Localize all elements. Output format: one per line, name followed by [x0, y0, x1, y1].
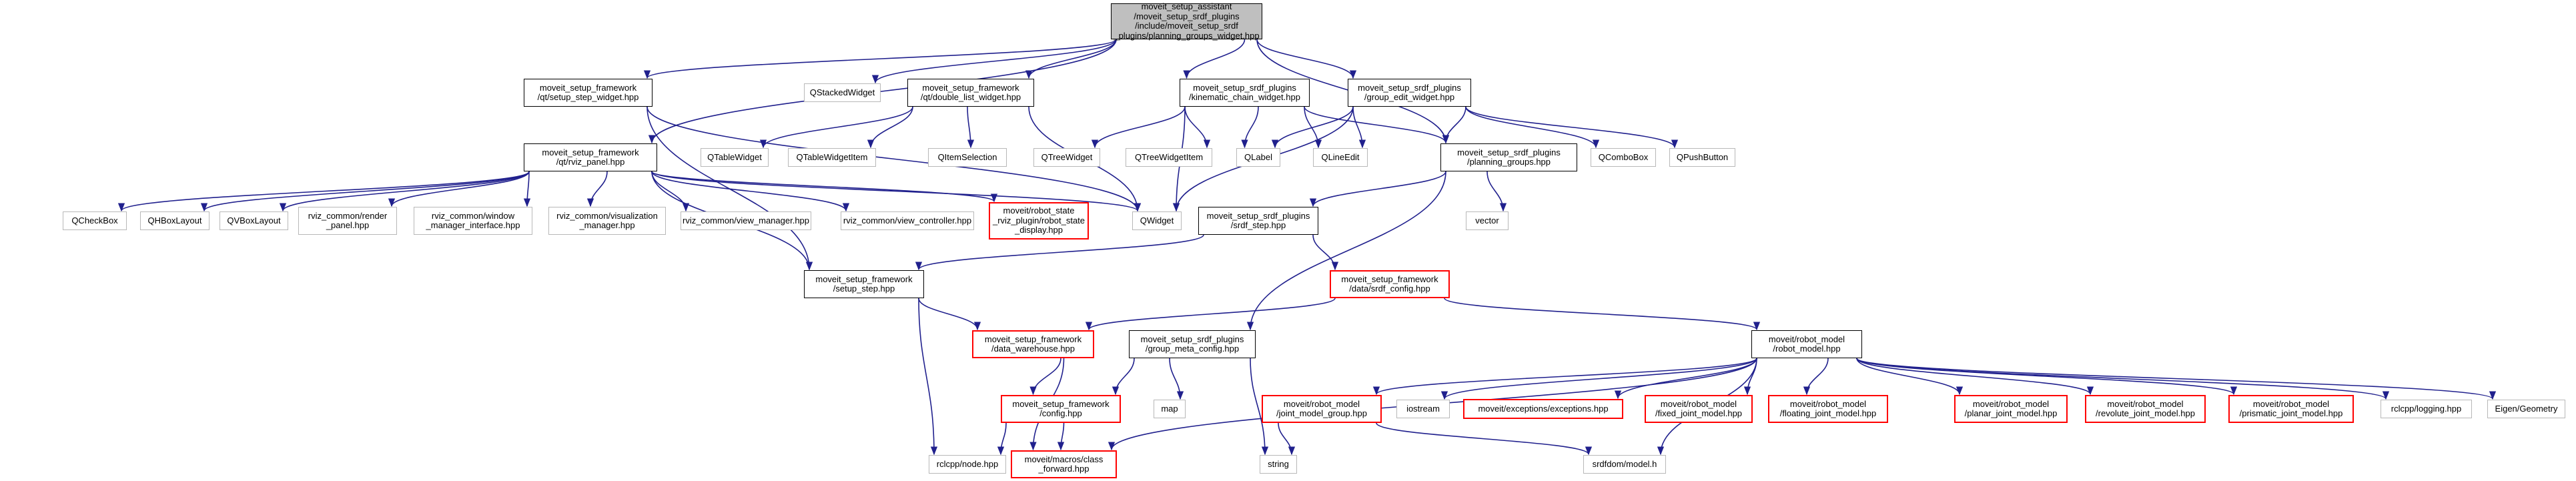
node-label-line: /floating_joint_model.hpp: [1779, 408, 1877, 418]
include-edge-B3-C4: [967, 107, 971, 147]
graph-node-B4[interactable]: [1180, 79, 1310, 107]
node-label-line: moveit_setup_assistant: [1141, 1, 1232, 11]
graph-node-C11: [1669, 148, 1735, 167]
node-label-line: moveit/robot_model: [1972, 398, 2050, 409]
node-label-line: moveit/macros/class: [1024, 454, 1104, 464]
graph-node-G12: [2487, 400, 2565, 418]
graph-node-G11: [2381, 400, 2472, 418]
node-label-line: moveit/robot_model: [1660, 398, 1737, 409]
include-edge-A-B3: [1029, 39, 1116, 78]
node-label-line: _forward.hpp: [1038, 464, 1090, 474]
include-edge-C1-D9: [652, 171, 994, 201]
node-label-line: srdfdom/model.h: [1592, 458, 1657, 469]
node-label-line: rviz_common/view_manager.hpp: [682, 215, 810, 225]
graph-node-B2: [804, 83, 881, 102]
graph-node-H1: [929, 455, 1006, 474]
node-label-line: /planar_joint_model.hpp: [1964, 408, 2058, 418]
graph-node-C10: [1591, 148, 1656, 167]
node-label-line: QLabel: [1244, 151, 1272, 162]
node-label-line: QVBoxLayout: [227, 215, 281, 225]
node-label-line: /group_meta_config.hpp: [1145, 344, 1240, 354]
include-edge-B1-E1: [647, 107, 809, 270]
graph-node-D5: [414, 207, 532, 235]
node-label-line: moveit_setup_framework: [539, 82, 637, 93]
graph-node-D7: [681, 211, 811, 230]
node-label-line: /qt/double_list_widget.hpp: [920, 92, 1021, 102]
graph-node-B3[interactable]: [907, 79, 1034, 107]
node-label-line: /planning_groups.hpp: [1466, 157, 1551, 167]
node-label-line: _rviz_plugin/robot_state: [992, 215, 1086, 225]
node-label-line: /qt/rviz_panel.hpp: [556, 157, 625, 167]
include-edge-G1-H1: [1001, 423, 1006, 454]
node-label-line: QTableWidgetItem: [796, 151, 868, 162]
include-edge-E1-F1: [919, 298, 977, 330]
node-label-line: moveit/robot_model: [2252, 398, 2330, 409]
node-label-line: moveit_setup_framework: [984, 334, 1082, 344]
graph-node-C7: [1236, 148, 1280, 167]
include-edge-C1-D1: [121, 171, 529, 211]
node-label-line: /fixed_joint_model.hpp: [1655, 408, 1743, 418]
node-label-line: /robot_model.hpp: [1773, 344, 1841, 354]
node-label-line: /kinematic_chain_widget.hpp: [1189, 92, 1300, 102]
include-edge-F2-G1: [1116, 358, 1134, 394]
include-edge-C9-F2: [1250, 171, 1446, 330]
include-edge-F3-G11: [1857, 358, 2386, 399]
graph-node-D10: [1132, 211, 1182, 230]
node-label-line: QPushButton: [1676, 151, 1729, 162]
include-edge-B5-C11: [1466, 107, 1675, 147]
node-label-line: moveit/robot_model: [1768, 334, 1845, 344]
include-edge-C1-D2: [204, 171, 529, 211]
include-edge-C1-D6: [590, 171, 607, 206]
node-label-line: vector: [1475, 215, 1499, 225]
graph-node-E1[interactable]: [804, 270, 924, 298]
graph-node-C5: [1033, 148, 1100, 167]
graph-node-B1[interactable]: [524, 79, 653, 107]
node-label-line: QLineEdit: [1321, 151, 1360, 162]
include-edge-G3-H4: [1376, 423, 1589, 454]
graph-node-C4: [928, 148, 1007, 167]
graph-node-D11[interactable]: [1198, 207, 1318, 235]
graph-node-D4: [298, 207, 397, 235]
graph-node-G5[interactable]: [1463, 399, 1623, 419]
node-label-line: /config.hpp: [1039, 408, 1082, 418]
include-edge-D11-E2: [1313, 235, 1335, 270]
include-edge-A-B5: [1257, 39, 1353, 78]
graph-node-F1[interactable]: [972, 330, 1094, 358]
graph-node-D12: [1466, 211, 1509, 230]
node-label-line: moveit_setup_srdf_plugins: [1140, 334, 1244, 344]
node-label-line: moveit/exceptions/exceptions.hpp: [1478, 403, 1609, 414]
node-label-line: _manager.hpp: [579, 220, 635, 230]
node-label-line: QItemSelection: [937, 151, 997, 162]
graph-node-D9[interactable]: [989, 202, 1089, 239]
node-label-line: _manager_interface.hpp: [426, 220, 520, 230]
node-label-line: moveit_setup_framework: [922, 82, 1019, 93]
graph-node-D6: [548, 207, 666, 235]
graph-node-G8[interactable]: [1954, 395, 2068, 423]
include-edge-F2-G2: [1170, 358, 1180, 399]
graph-node-H3: [1260, 455, 1297, 474]
graph-node-G9[interactable]: [2085, 395, 2206, 423]
include-edge-G1-H2: [1061, 423, 1064, 450]
node-label-line: /qt/setup_step_widget.hpp: [537, 92, 639, 102]
graph-node-G1[interactable]: [1001, 395, 1121, 423]
graph-node-F2[interactable]: [1129, 330, 1256, 358]
node-label-line: /prismatic_joint_model.hpp: [2239, 408, 2343, 418]
graph-node-C9[interactable]: [1440, 143, 1577, 171]
include-edge-C9-D12: [1487, 171, 1503, 211]
include-edge-F3-G10: [1857, 358, 2234, 394]
include-edge-A-B4: [1187, 39, 1245, 78]
graph-node-G3[interactable]: [1262, 395, 1382, 423]
node-label-line: moveit_setup_srdf_plugins: [1358, 82, 1461, 93]
graph-node-G10[interactable]: [2228, 395, 2354, 423]
node-label-line: /include/moveit_setup_srdf: [1135, 21, 1238, 31]
node-label-line: QComboBox: [1598, 151, 1649, 162]
include-edge-B4-C6: [1185, 107, 1207, 147]
graph-node-E2[interactable]: [1330, 270, 1450, 298]
node-label-line: /data_warehouse.hpp: [991, 344, 1076, 354]
graph-node-C3: [788, 148, 876, 167]
node-label-line: /setup_step.hpp: [833, 284, 895, 294]
graph-node-C2: [701, 148, 769, 167]
node-label-line: /data/srdf_config.hpp: [1349, 284, 1430, 294]
include-edge-F3-G7: [1807, 358, 1828, 394]
graph-node-G6[interactable]: [1645, 395, 1753, 423]
node-label-line: _plugins/planning_groups_widget.hpp: [1114, 30, 1260, 41]
node-label-line: rviz_common/visualization: [556, 210, 658, 221]
graph-node-F3[interactable]: [1751, 330, 1862, 358]
node-label-line: moveit_setup_framework: [815, 274, 913, 284]
node-label-line: map: [1161, 403, 1178, 414]
include-edge-A-C1: [652, 39, 1116, 143]
graph-node-C6: [1126, 148, 1212, 167]
node-label-line: rclcpp/logging.hpp: [2391, 403, 2462, 414]
node-label-line: moveit/robot_model: [1283, 398, 1360, 409]
node-label-line: moveit_setup_framework: [542, 147, 639, 157]
node-label-line: /revolute_joint_model.hpp: [2096, 408, 2195, 418]
node-label-line: QStackedWidget: [809, 87, 875, 97]
node-label-line: moveit_setup_framework: [1341, 274, 1438, 284]
node-label-line: QTreeWidget: [1041, 151, 1093, 162]
node-label-line: moveit_setup_srdf_plugins: [1206, 210, 1310, 221]
node-label-line: QWidget: [1140, 215, 1174, 225]
node-label-line: rviz_common/view_controller.hpp: [843, 215, 972, 225]
node-label-line: moveit/robot_state: [1003, 205, 1075, 216]
include-edge-E2-F1: [1089, 298, 1335, 330]
node-label-line: rclcpp/node.hpp: [936, 458, 999, 469]
node-label-line: QTableWidget: [707, 151, 762, 162]
include-edge-B4-C7: [1245, 107, 1259, 147]
include-edge-C1-D5: [527, 171, 529, 206]
include-edge-D11-E1: [919, 235, 1204, 270]
node-label-line: QTreeWidgetItem: [1134, 151, 1204, 162]
graph-node-C8: [1313, 148, 1368, 167]
node-label-line: /moveit_setup_srdf_plugins: [1134, 11, 1240, 21]
graph-node-G4: [1396, 400, 1450, 418]
graph-node-G7[interactable]: [1768, 395, 1888, 423]
include-edge-B5-C8: [1353, 107, 1362, 147]
graph-node-D3: [220, 211, 288, 230]
node-label-line: rviz_common/window: [431, 210, 515, 221]
include-edge-E2-F3: [1444, 298, 1757, 330]
node-label-line: /joint_model_group.hpp: [1276, 408, 1367, 418]
node-label-line: rviz_common/render: [308, 210, 388, 221]
graph-node-D8: [841, 211, 974, 230]
include-edge-B5-C9: [1446, 107, 1466, 143]
include-edge-B5-C10: [1466, 107, 1596, 147]
graph-node-B5[interactable]: [1348, 79, 1471, 107]
include-edge-A-B1: [647, 39, 1116, 78]
node-label-line: string: [1268, 458, 1289, 469]
include-edge-C1-D4: [392, 171, 529, 206]
node-label-line: /srdf_step.hpp: [1230, 220, 1286, 230]
include-edge-C9-D11: [1313, 171, 1446, 206]
node-label-line: moveit_setup_framework: [1012, 398, 1110, 409]
include-edge-F3-G4: [1444, 358, 1757, 399]
node-label-line: Eigen/Geometry: [2495, 403, 2558, 414]
node-label-line: moveit/robot_model: [2107, 398, 2184, 409]
node-label-line: _display.hpp: [1014, 225, 1063, 235]
graph-node-G2: [1154, 400, 1186, 418]
graph-node-D1: [63, 211, 127, 230]
graph-node-H2[interactable]: [1011, 450, 1117, 478]
node-label-line: iostream: [1406, 403, 1440, 414]
include-edge-F3-G12: [1857, 358, 2493, 399]
node-label-line: QCheckBox: [71, 215, 118, 225]
graph-node-C1[interactable]: [524, 143, 657, 171]
include-edge-E1-H1: [919, 298, 934, 454]
include-edge-B4-C5: [1095, 107, 1185, 147]
include-edge-G3-H3: [1278, 423, 1292, 454]
include-edge-B4-C9: [1304, 107, 1446, 143]
node-label-line: QHBoxLayout: [147, 215, 202, 225]
graph-node-D2: [140, 211, 209, 230]
node-label-line: /group_edit_widget.hpp: [1364, 92, 1455, 102]
node-label-line: moveit/robot_model: [1789, 398, 1867, 409]
graph-node-A[interactable]: [1111, 3, 1262, 39]
node-label-line: _panel.hpp: [326, 220, 370, 230]
node-label-line: moveit_setup_srdf_plugins: [1193, 82, 1296, 93]
node-label-line: moveit_setup_srdf_plugins: [1457, 147, 1561, 157]
include-edge-B3-C2: [763, 107, 913, 147]
graph-node-H4: [1583, 455, 1666, 474]
